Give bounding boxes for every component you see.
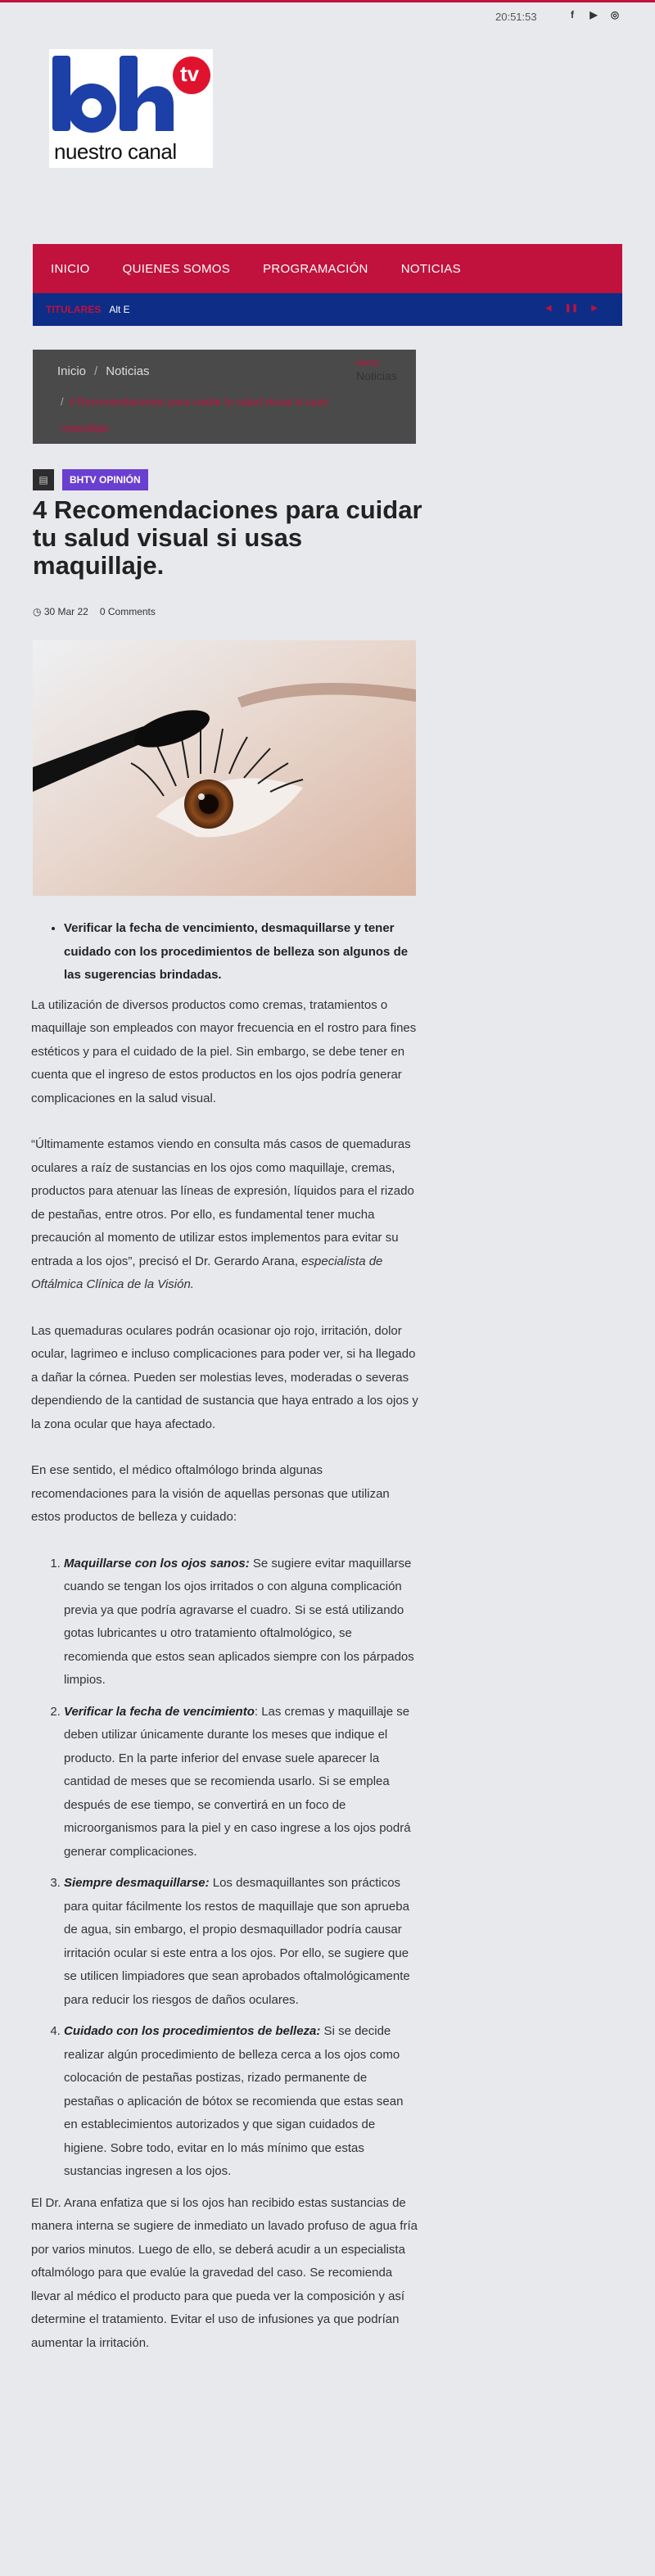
breadcrumb-separator: /	[61, 395, 64, 408]
main-nav	[33, 244, 622, 293]
ticker-pause-icon[interactable]: ❚❚	[564, 304, 579, 313]
category-badge[interactable]: BHTV OPINIÓN	[62, 469, 148, 490]
highlight-list	[31, 917, 419, 987]
document-icon: ▤	[33, 469, 54, 490]
article-body	[31, 917, 419, 2378]
breadcrumb-home[interactable]: Inicio	[57, 364, 87, 378]
quote-paragraph: “Últimamente estamos viendo en consulta más casos de quemaduras oculares a raíz de sustancias en los ojos como maquillaje, cremas, productos para atenuar las líneas de expresión, líquidos para el rizado de pestañas, entre otros. Por ello, es fundamental tener mucha precaución al momento de utilizar estos implementos para evitar su entrada a los ojos”, precisó el Dr. Gerardo Arana, especialista de Oftálmica Clínica de la Visión.	[31, 1137, 414, 1291]
list-item: 3. Siempre desmaquillarse: Los desmaquillantes son prácticos para quitar fácilmente los restos de maquillaje que son aprueba de agua, sin embargo, el propio desmaquillador podría causar irritación ocular si este entra a los ojos. Por ello, se sugiere que se utilicen limpiadores que sean aprobados oftalmológicamente para reducir los riesgos de daños oculares.	[64, 1872, 419, 2012]
breadcrumb-current: 4 Recomendaciones para cuidar tu salud visual si usas maquillaje.	[61, 395, 328, 434]
paragraph: La utilización de diversos productos como cremas, tratamientos o maquillaje son empleados con mayor frecuencia en el rostro para fines estéticos y para el cuidado de la piel. Sin embargo, se debe tener en cuenta que el ingreso de estos productos en los ojos podría generar complicaciones en la salud visual.	[31, 997, 417, 1105]
site-logo[interactable]	[49, 49, 213, 168]
list-item: 4. Cuidado con los procedimientos de belleza: Si se decide realizar algún procedimiento de belleza cerca a los ojos como colocación de pestañas postizas, rizado permanente de pestañas o aplicación de bótox se recomienda que estas sean en establecimientos autorizados y que sigan cuidados de higiene. Sobre todo, evitar en lo más mínimo que estas sustancias ingresen a los ojos.	[64, 2020, 419, 2184]
article-hero-image	[33, 640, 416, 896]
quote-attribution: especialista de Oftálmica Clínica de la Visión.	[31, 1254, 383, 1291]
eye-makeup-image	[33, 640, 416, 896]
logo-tagline: nuestro canal	[54, 139, 177, 164]
list-item: 2. Verificar la fecha de vencimiento: Las cremas y maquillaje se deben utilizar únicamente durante los meses que indique el producto. En la parte inferior del envase suele aparecer la cantidad de meses que se recomienda usarlo. Si se emplea después de ese tiempo, se convertirá en un foco de microorganismos para la piel y en caso ingrese a los ojos podrá generar complicaciones.	[64, 1701, 419, 1864]
logo-tv-badge: tv	[180, 61, 200, 86]
category-row	[33, 469, 148, 490]
youtube-icon[interactable]: ▶	[590, 9, 598, 20]
paragraph: En ese sentido, el médico oftalmólogo brinda algunas recomendaciones para la visión de aquellas personas que utilizan estos productos de belleza y cuidado:	[31, 1463, 390, 1524]
list-item: 1. Maquillarse con los ojos sanos: Se sugiere evitar maquillarse cuando se tengan los ojos irritados o con alguna complicación previa ya que podría agravarse el cuadro. Si se está utilizando gotas lubricantes u otro tratamiento oftalmológico, se recomienda que estos sean aplicados siempre con los párpados limpios.	[64, 1552, 419, 1692]
nav-item-inicio[interactable]: INICIO	[51, 261, 90, 276]
post-date: ◷ 30 Mar 22	[33, 606, 88, 617]
ticker-prev-icon[interactable]: ◀	[544, 304, 552, 313]
breadcrumb-side-section[interactable]: Noticias	[356, 369, 397, 382]
ticker-controls	[545, 304, 598, 313]
clock: 20:51:53	[495, 11, 537, 23]
breadcrumb-side-home[interactable]: Inicio	[356, 357, 380, 368]
comments-link[interactable]: 0 Comments	[99, 606, 156, 617]
clock-icon: ◷	[33, 606, 42, 617]
social-links	[567, 9, 621, 20]
ticker-label: TITULARES	[46, 304, 102, 315]
article-meta	[33, 606, 156, 617]
instagram-icon[interactable]: ◎	[610, 9, 620, 20]
ticker-text[interactable]: Alt E	[109, 304, 130, 315]
breadcrumb-section[interactable]: Noticias	[106, 364, 150, 378]
breadcrumb-side	[356, 356, 405, 382]
top-bar	[0, 2, 655, 34]
breadcrumb-separator: /	[94, 364, 98, 378]
ticker-next-icon[interactable]: ▶	[591, 304, 598, 313]
highlight-item: • Verificar la fecha de vencimiento, desmaquillarse y tener cuidado con los procedimientos de belleza son algunos de las sugerencias brindadas.	[64, 917, 419, 987]
nav-item-programacion[interactable]: PROGRAMACIÓN	[263, 261, 368, 276]
article-title: 4 Recomendaciones para cuidar tu salud visual si usas maquillaje.	[33, 495, 422, 580]
recommendations-list	[31, 1552, 419, 2184]
breadcrumb	[33, 350, 416, 444]
facebook-icon[interactable]: f	[571, 9, 574, 20]
nav-item-noticias[interactable]: NOTICIAS	[400, 261, 461, 276]
paragraph: Las quemaduras oculares podrán ocasionar ojo rojo, irritación, dolor ocular, lagrimeo e incluso complicaciones para poder ver, si ha llegado a dañar la córnea. Pueden ser molestias leves, moderadas o severas dependiendo de la cantidad de sustancia que haya entrado a los ojos y la zona ocular que haya afectado.	[31, 1323, 418, 1431]
paragraph: El Dr. Arana enfatiza que si los ojos han recibido estas sustancias de manera interna se sugiere de inmediato un lavado profuso de agua fría por varios minutos. Luego de ello, se deberá acudir a un especialista oftalmólogo para que evalúe la gravedad del caso. Se recomienda llevar al médico el producto para que pueda ver la composición y así determine el tratamiento. Evitar el uso de infusiones ya que podrían aumentar la irritación.	[31, 2195, 418, 2350]
news-ticker	[33, 293, 622, 326]
nav-item-quienes-somos[interactable]: QUIENES SOMOS	[122, 261, 231, 276]
